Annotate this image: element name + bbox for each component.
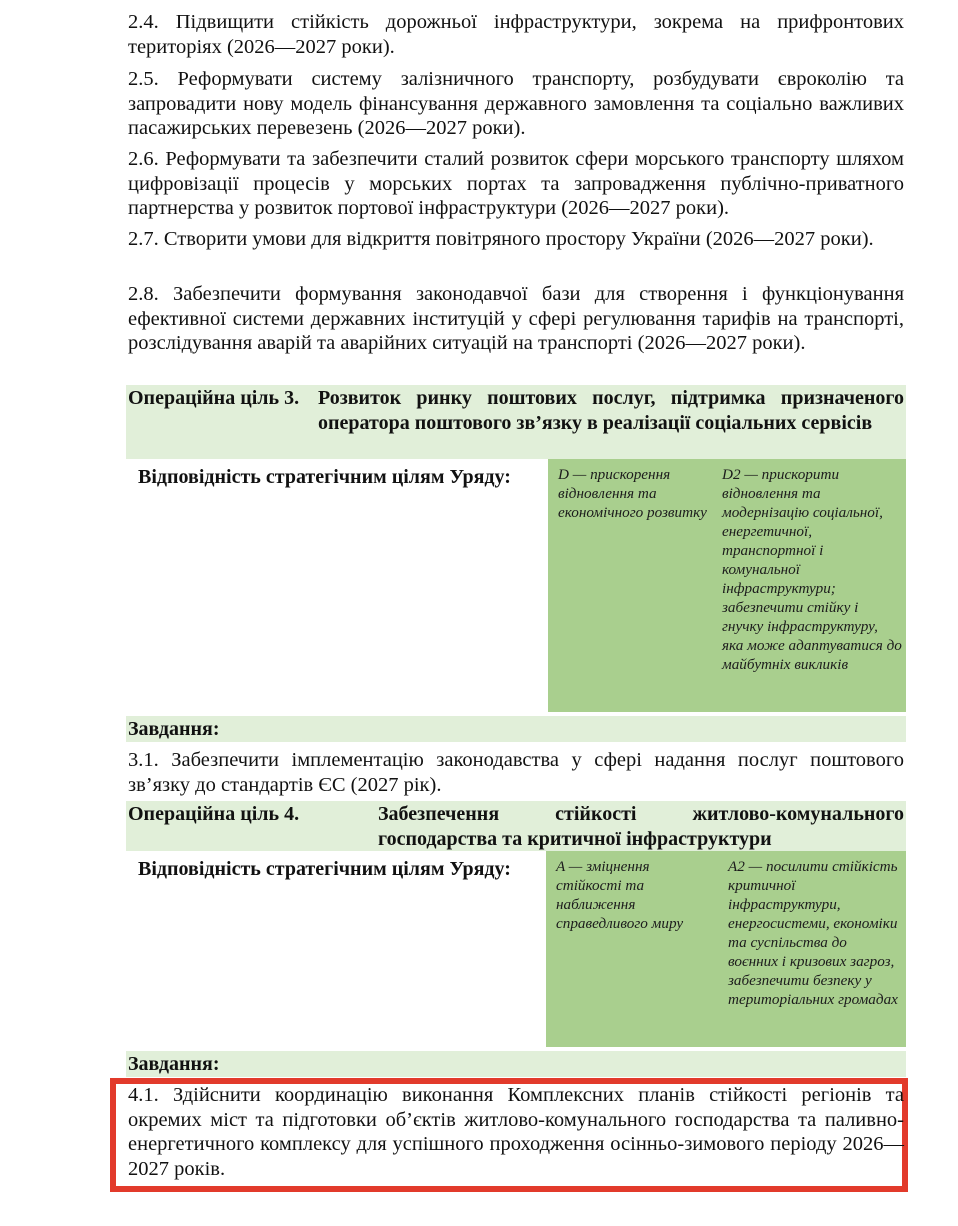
goal3-label: Операційна ціль 3. xyxy=(128,387,300,409)
goal3-tasks-background xyxy=(126,716,906,742)
goal4-label: Операційна ціль 4. xyxy=(128,803,300,825)
goal3-tasks-label: Завдання: xyxy=(128,718,220,740)
paragraph-2-5: 2.5. Реформувати систему залізничного транспорту, розбудувати євроколію та запровадити нову модель фінансування державного замовлення та соціально важливих пасажирських перевезень (2026—2027 роки). xyxy=(128,68,904,139)
paragraph-2-6: 2.6. Реформувати та забезпечити сталий розвиток сфери морського транспорту шляхом цифровізації процесів у морських портах та запровадження публічно-приватного партнерства у розвиток портової інфраструктури (2026—2027 роки). xyxy=(128,148,904,219)
goal4-title: Забезпечення стійкості житлово-комунального господарства та критичної інфраструктури xyxy=(378,803,904,850)
goal4-strategic-goal: A — зміцнення стійкості та наближення справедливого миру xyxy=(556,858,684,932)
task-4-1: 4.1. Здійснити координацію виконання Комплексних планів стійкості регіонів та окремих міст та підготовки об’єктів житлово-комунального господарства та паливно-енергетичного комплексу для успішного проходження осінньо-зимового періоду 2026—2027 років. xyxy=(128,1084,904,1180)
goal4-tasks-label: Завдання: xyxy=(128,1053,220,1075)
goal3-compliance-label: Відповідність стратегічним цілям Уряду: xyxy=(138,466,511,488)
goal4-tasks-background xyxy=(126,1051,906,1077)
goal4-compliance-label: Відповідність стратегічним цілям Уряду: xyxy=(138,858,511,880)
goal3-strategic-goal: D — прискорення відновлення та економічного розвитку xyxy=(558,466,707,521)
paragraph-2-4: 2.4. Підвищити стійкість дорожньої інфраструктури, зокрема на прифронтових територіях (2026—2027 роки). xyxy=(128,11,904,58)
paragraph-2-8: 2.8. Забезпечити формування законодавчої бази для створення і функціонування ефективної системи державних інституцій у сфері регулювання тарифів на транспорті, розслідування аварій та аварійних ситуацій на транспорті (2026—2027 роки). xyxy=(128,283,904,354)
paragraph-2-7: 2.7. Створити умови для відкриття повітряного простору України (2026—2027 роки). xyxy=(128,228,874,250)
task-3-1: 3.1. Забезпечити імплементацію законодавства у сфері надання послуг поштового зв’язку до стандартів ЄС (2027 рік). xyxy=(128,749,904,796)
goal3-strategic-subgoal: D2 — прискорити відновлення та модернізацію соціальної, енергетичної, транспортної і комунальної інфраструктури; забезпечити стійку і гнучку інфраструктуру, яка може адаптуватися до майбутніх викликів xyxy=(722,466,902,673)
goal4-strategic-subgoal: A2 — посилити стійкість критичної інфраструктури, енергосистеми, економіки та суспільства до воєнних і кризових загроз, забезпечити безпеку у територіальних громадах xyxy=(728,858,898,1008)
goal3-title: Розвиток ринку поштових послуг, підтримка призначеного оператора поштового зв’язку в реалізації соціальних сервісів xyxy=(318,387,904,434)
